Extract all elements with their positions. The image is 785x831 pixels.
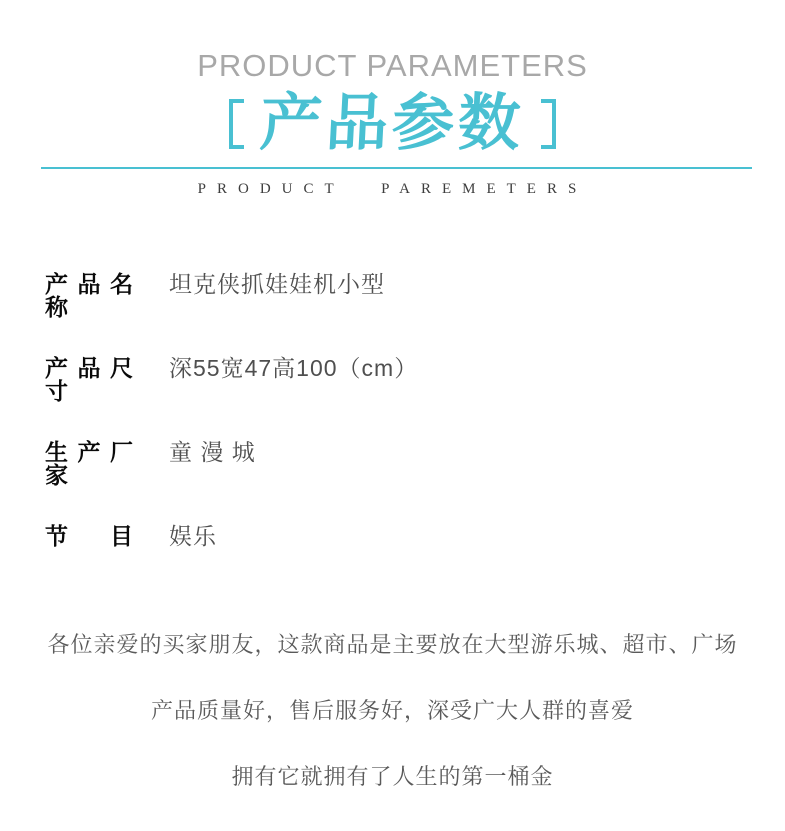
description-line: 各位亲爱的买家朋友，这款商品是主要放在大型游乐城、超市、广场 — [47, 632, 738, 657]
description-block — [0, 634, 785, 788]
spec-value: 深55宽47高100（cm） — [169, 355, 419, 381]
spec-row-product-size — [45, 357, 785, 403]
description-line: 产品质量好，售后服务好，深受广大人群的喜爱 — [150, 698, 634, 723]
header-subtitle: PRODUCT PAREMETERS — [197, 181, 588, 197]
left-bracket-icon — [229, 99, 244, 149]
spec-value: 童 漫 城 — [169, 439, 256, 465]
title-row — [0, 89, 785, 159]
page-title: 产品参数 — [258, 89, 527, 158]
spec-row-manufacturer — [45, 441, 785, 487]
spec-value: 坦克侠抓娃娃机小型 — [169, 271, 385, 297]
description-line: 拥有它就拥有了人生的第一桶金 — [231, 764, 554, 789]
header-eyebrow: PRODUCT PARAMETERS — [197, 48, 588, 83]
spec-row-program — [45, 525, 785, 548]
spec-label: 产品尺寸 — [45, 356, 133, 404]
spec-row-product-name — [45, 273, 785, 319]
right-bracket-icon — [541, 99, 556, 149]
spec-label: 产品名称 — [45, 272, 133, 320]
accent-divider — [41, 167, 752, 169]
spec-list — [45, 273, 785, 548]
spec-label: 生产厂家 — [45, 440, 133, 488]
spec-label: 节目 — [45, 524, 133, 549]
spec-value: 娱乐 — [169, 523, 217, 549]
